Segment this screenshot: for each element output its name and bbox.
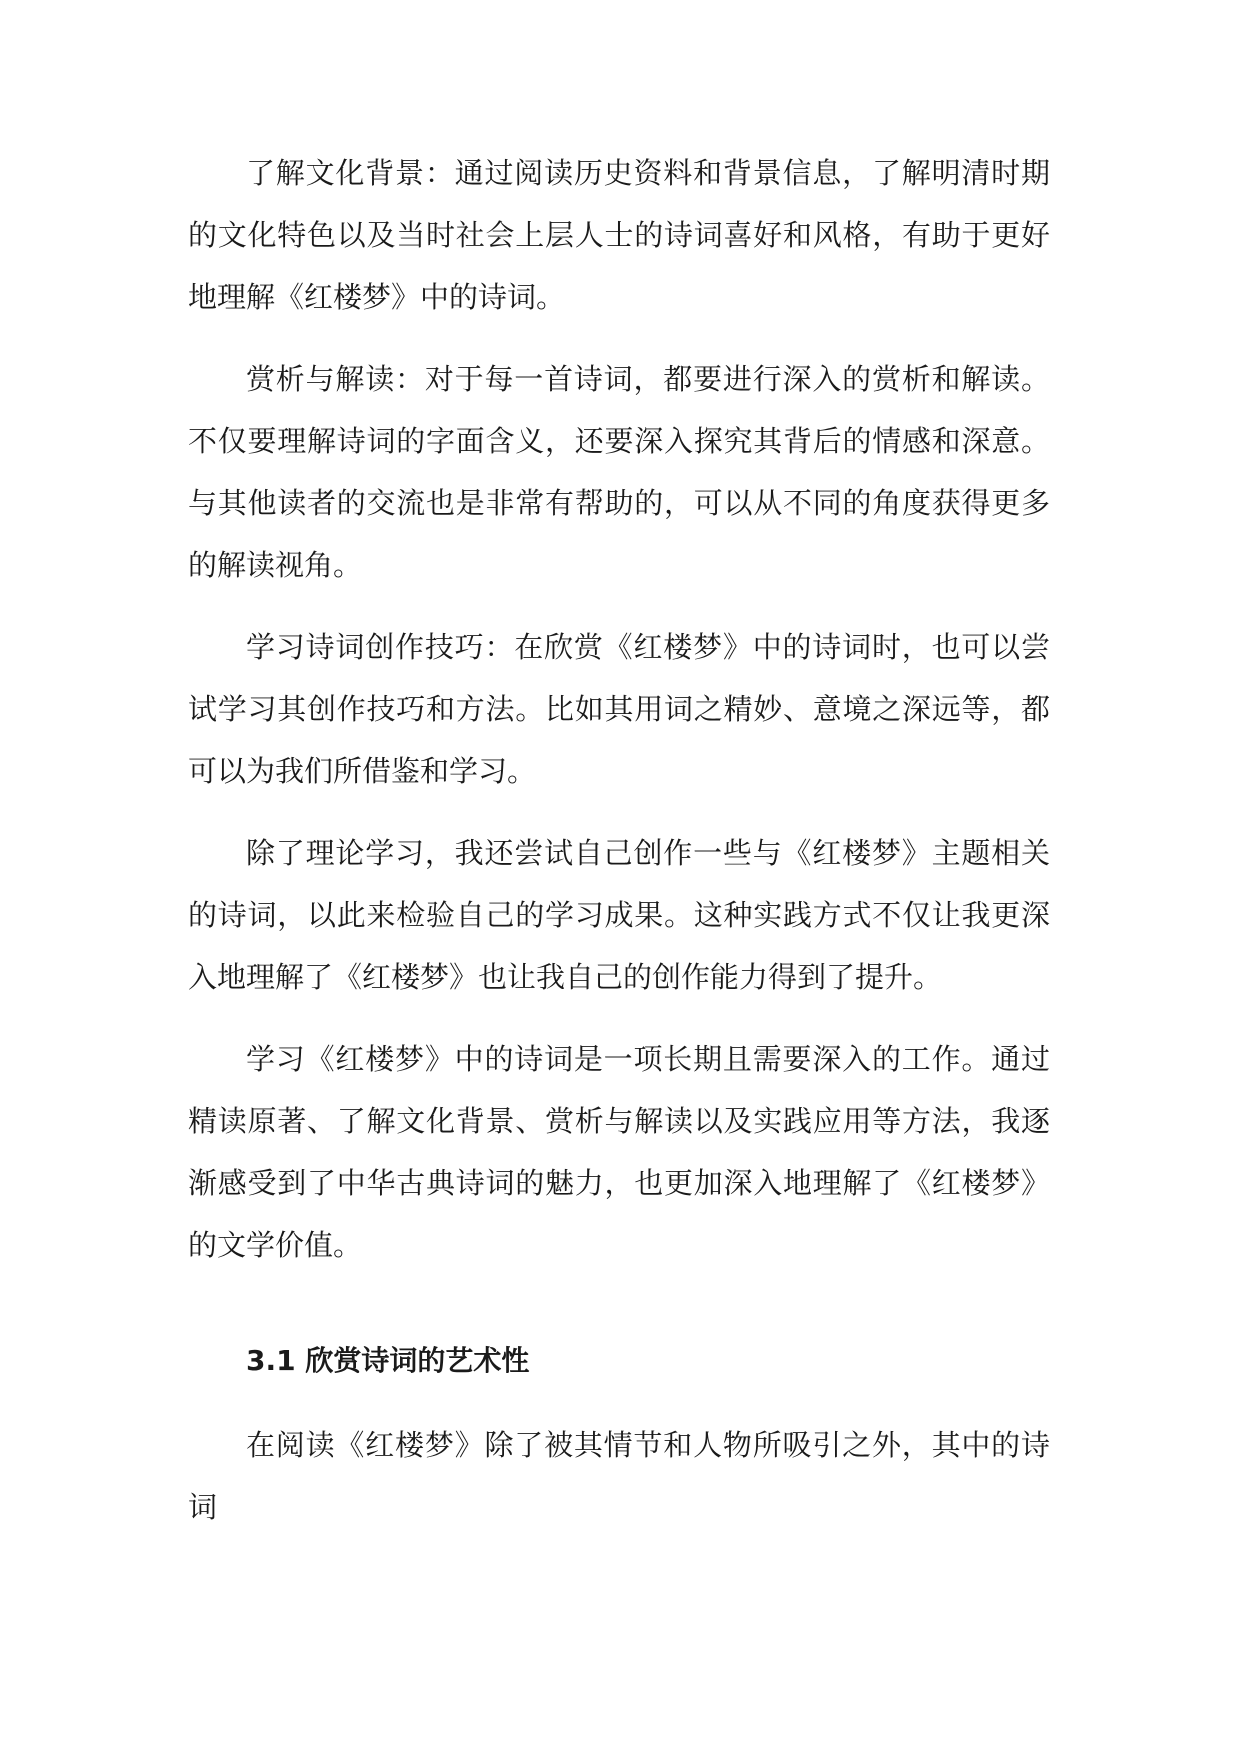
document-body — [188, 142, 1050, 1558]
section-heading: 3.1 欣赏诗词的艺术性 — [246, 1344, 530, 1377]
paragraph-creative-techniques: 学习诗词创作技巧：在欣赏《红楼梦》中的诗词时，也可以尝试学习其创作技巧和方法。比如其用词之精妙、意境之深远等，都可以为我们所借鉴和学习。 — [188, 630, 1050, 788]
paragraph-summary: 学习《红楼梦》中的诗词是一项长期且需要深入的工作。通过精读原著、了解文化背景、赏析与解读以及实践应用等方法，我逐渐感受到了中华古典诗词的魅力，也更加深入地理解了《红楼梦》的文学价值。 — [188, 1042, 1050, 1262]
paragraph-section-intro: 在阅读《红楼梦》除了被其情节和人物所吸引之外，其中的诗词 — [188, 1428, 1050, 1524]
paragraph-appreciation-interpretation: 赏析与解读：对于每一首诗词，都要进行深入的赏析和解读。不仅要理解诗词的字面含义，还要深入探究其背后的情感和深意。与其他读者的交流也是非常有帮助的，可以从不同的角度获得更多的解读视角。 — [188, 362, 1050, 582]
paragraph-cultural-background: 了解文化背景：通过阅读历史资料和背景信息，了解明清时期的文化特色以及当时社会上层人士的诗词喜好和风格，有助于更好地理解《红楼梦》中的诗词。 — [188, 156, 1050, 314]
paragraph-practice: 除了理论学习，我还尝试自己创作一些与《红楼梦》主题相关的诗词，以此来检验自己的学习成果。这种实践方式不仅让我更深入地理解了《红楼梦》也让我自己的创作能力得到了提升。 — [188, 836, 1050, 994]
